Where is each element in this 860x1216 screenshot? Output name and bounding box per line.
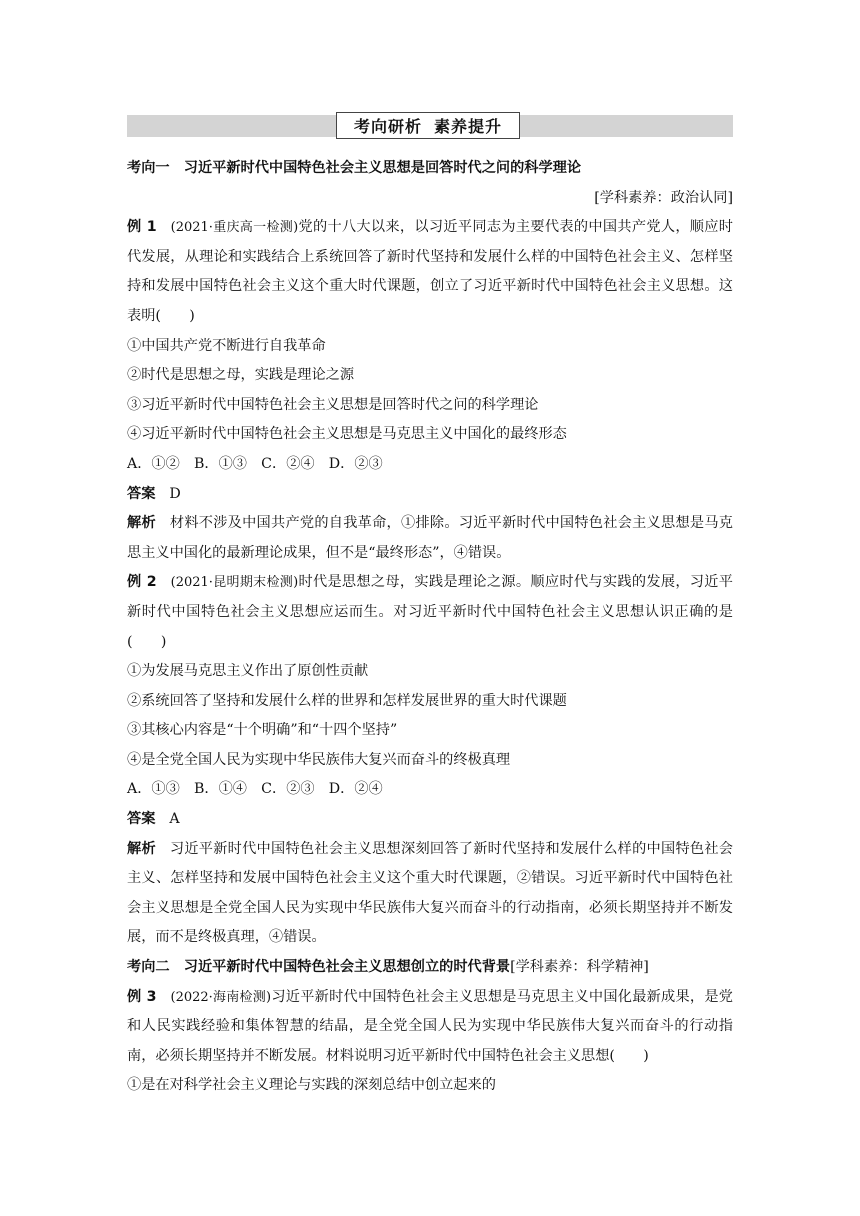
literacy-tag: [学科素养：科学精神] bbox=[510, 959, 649, 976]
banner-right-text: 素养提升 bbox=[434, 117, 503, 136]
question-label: 例 3 bbox=[127, 988, 157, 1005]
statement-item: ④习近平新时代中国特色社会主义思想是马克思主义中国化的最终形态 bbox=[127, 426, 567, 443]
banner-left-text: 考向研析 bbox=[353, 117, 422, 136]
question-source: (2021·重庆高一检测) bbox=[170, 220, 299, 236]
analysis-block bbox=[127, 835, 733, 953]
answer-choices: A．①③ B．①④ C．②③ D．②④ bbox=[127, 781, 383, 798]
question-label: 例 2 bbox=[127, 574, 157, 591]
statement-item: ①中国共产党不断进行自我革命 bbox=[127, 337, 326, 354]
statement-item: ④是全党全国人民为实现中华民族伟大复兴而奋斗的终极真理 bbox=[127, 751, 511, 768]
question-stem bbox=[127, 983, 733, 1072]
statement-item: ③习近平新时代中国特色社会主义思想是回答时代之问的科学理论 bbox=[127, 396, 539, 413]
literacy-tag: [学科素养：政治认同] bbox=[594, 189, 733, 206]
statement-item: ③其核心内容是“十个明确”和“十四个坚持” bbox=[127, 722, 398, 739]
section-heading-row bbox=[127, 953, 733, 983]
question-label: 例 1 bbox=[127, 219, 157, 236]
answer-label: 答案 bbox=[127, 811, 156, 828]
question-text: 习近平新时代中国特色社会主义思想是马克思主义中国化最新成果，是党和人民实践经验和集体智慧的结晶，是全党全国人民为实现中华民族伟大复兴而奋斗的行动指南，必须长期坚持并不断发展。材料说明习近平新时代中国特色社会主义思想( ) bbox=[127, 988, 733, 1064]
answer-choices: A．①② B．①③ C．②④ D．②③ bbox=[127, 455, 383, 472]
statement-item: ①为发展马克思主义作出了原创性贡献 bbox=[127, 663, 369, 680]
answer-value: D bbox=[169, 485, 181, 502]
section-heading: 考向二 习近平新时代中国特色社会主义思想创立的时代背景 bbox=[127, 959, 511, 976]
answer-label: 答案 bbox=[127, 485, 156, 502]
analysis-text: 材料不涉及中国共产党的自我革命，①排除。习近平新时代中国特色社会主义思想是马克思主义中国化的最新理论成果，但不是“最终形态”，④错误。 bbox=[127, 515, 733, 561]
question-source: (2022·海南检测) bbox=[170, 989, 272, 1005]
statement-item: ①是在对科学社会主义理论与实践的深刻总结中创立起来的 bbox=[127, 1077, 496, 1094]
analysis-text: 习近平新时代中国特色社会主义思想深刻回答了新时代坚持和发展什么样的中国特色社会主义、怎样坚持和发展中国特色社会主义这个重大时代课题，②错误。习近平新时代中国特色社会主义思想是全党全国人民为实现中华民族伟大复兴而奋斗的行动指南，必须长期坚持并不断发展，而不是终极真理，④错误。 bbox=[127, 840, 733, 946]
main-content bbox=[127, 154, 733, 1101]
question-text: 党的十八大以来，以习近平同志为主要代表的中国共产党人，顺应时代发展，从理论和实践结合上系统回答了新时代坚持和发展什么样的中国特色社会主义、怎样坚持和发展中国特色社会主义这个重大时代课题，创立了习近平新时代中国特色社会主义思想。这表明( ) bbox=[127, 219, 733, 324]
answer-line bbox=[127, 480, 733, 510]
section-banner bbox=[336, 112, 520, 139]
question-text: 时代是思想之母，实践是理论之源。顺应时代与实践的发展，习近平新时代中国特色社会主义思想应运而生。对习近平新时代中国特色社会主义思想认识正确的是( ) bbox=[127, 574, 733, 650]
analysis-block bbox=[127, 509, 733, 568]
section-heading: 考向一 习近平新时代中国特色社会主义思想是回答时代之问的科学理论 bbox=[127, 160, 582, 176]
question-source: (2021·昆明期末检测) bbox=[170, 575, 299, 591]
analysis-label: 解析 bbox=[127, 515, 156, 532]
answer-value: A bbox=[169, 811, 180, 828]
statement-item: ②时代是思想之母，实践是理论之源 bbox=[127, 367, 355, 384]
question-stem bbox=[127, 568, 733, 657]
question-stem bbox=[127, 213, 733, 331]
answer-line bbox=[127, 805, 733, 835]
analysis-label: 解析 bbox=[127, 840, 156, 857]
statement-item: ②系统回答了坚持和发展什么样的世界和怎样发展世界的重大时代课题 bbox=[127, 692, 567, 709]
